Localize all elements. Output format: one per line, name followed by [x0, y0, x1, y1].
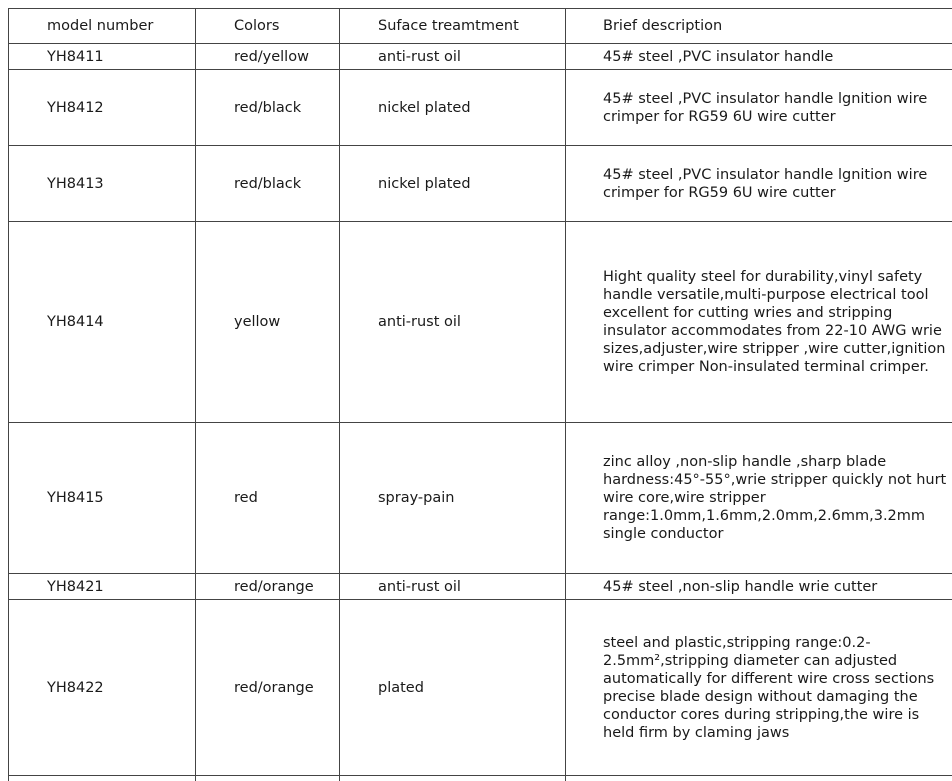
- description-text: zinc alloy ,non-slip handle ,sharp blade hardness:45°-55°,wrie stripper quickly not hurt wire core,wire stripper range:1.0mm,1.6mm,2.0mm,2.6mm,3.2mm single conductor: [603, 454, 947, 542]
- cell-model-number: YH8412: [9, 70, 196, 146]
- cell-description: [566, 222, 952, 423]
- table-row: [9, 70, 952, 146]
- cell-description: [566, 44, 952, 70]
- cell-surface-treatment: plated: [340, 600, 566, 776]
- cell-model-number: YH8411: [9, 44, 196, 70]
- cell-surface-treatment: nickel plated: [340, 70, 566, 146]
- header-surface-treatment: Suface treamtment: [340, 9, 566, 44]
- cell-description: [566, 423, 952, 574]
- description-text: 45# steel ,PVC insulator handle lgnition wire crimper for RG59 6U wire cutter: [603, 166, 928, 201]
- product-table: [8, 8, 952, 781]
- table-row: [9, 600, 952, 776]
- cell-empty: [9, 776, 196, 781]
- description-text: steel and plastic,stripping range:0.2-2.5mm²,stripping diameter can adjusted automatically for different wire cross sections precise blade design without damaging the conductor cores during stripping,the wire is held firm by claming jaws: [603, 634, 935, 741]
- cell-surface-treatment: spray-pain: [340, 423, 566, 574]
- cell-model-number: YH8414: [9, 222, 196, 423]
- description-text: 45# steel ,PVC insulator handle: [603, 48, 834, 65]
- cell-surface-treatment: anti-rust oil: [340, 574, 566, 600]
- description-text: 45# steel ,PVC insulator handle lgnition wire crimper for RG59 6U wire cutter: [603, 90, 928, 125]
- cell-model-number: YH8415: [9, 423, 196, 574]
- table-row: [9, 146, 952, 222]
- table-header-row: [9, 9, 952, 44]
- description-text: Hight quality steel for durability,vinyl safety handle versatile,multi-purpose electrical tool excellent for cutting wries and stripping insulator accommodates from 22-10 AWG wrie sizes,adjuster,wire stripper ,wire cutter,ignition wire crimper Non-insulated terminal crimper.: [603, 269, 946, 375]
- cell-colors: red/yellow: [196, 44, 340, 70]
- cell-description: [566, 600, 952, 776]
- header-colors: Colors: [196, 9, 340, 44]
- header-model-number: model number: [9, 9, 196, 44]
- cell-colors: red/orange: [196, 600, 340, 776]
- cell-description: [566, 146, 952, 222]
- description-text: 45# steel ,non-slip handle wrie cutter: [603, 578, 878, 595]
- cell-colors: red/black: [196, 146, 340, 222]
- cell-empty: [340, 776, 566, 781]
- header-brief-description: Brief description: [566, 9, 952, 44]
- cell-model-number: YH8421: [9, 574, 196, 600]
- cell-surface-treatment: nickel plated: [340, 146, 566, 222]
- cell-empty: [566, 776, 952, 781]
- cell-colors: red/orange: [196, 574, 340, 600]
- cell-model-number: YH8413: [9, 146, 196, 222]
- table-row: [9, 574, 952, 600]
- cell-empty: [196, 776, 340, 781]
- cell-colors: red: [196, 423, 340, 574]
- cell-colors: red/black: [196, 70, 340, 146]
- table-row: [9, 222, 952, 423]
- product-table-container: [8, 8, 952, 781]
- cell-colors: yellow: [196, 222, 340, 423]
- cell-description: [566, 70, 952, 146]
- cell-description: [566, 574, 952, 600]
- cell-model-number: YH8422: [9, 600, 196, 776]
- cell-surface-treatment: anti-rust oil: [340, 222, 566, 423]
- table-row: [9, 44, 952, 70]
- table-row: [9, 423, 952, 574]
- table-row-partial: [9, 776, 952, 781]
- cell-surface-treatment: anti-rust oil: [340, 44, 566, 70]
